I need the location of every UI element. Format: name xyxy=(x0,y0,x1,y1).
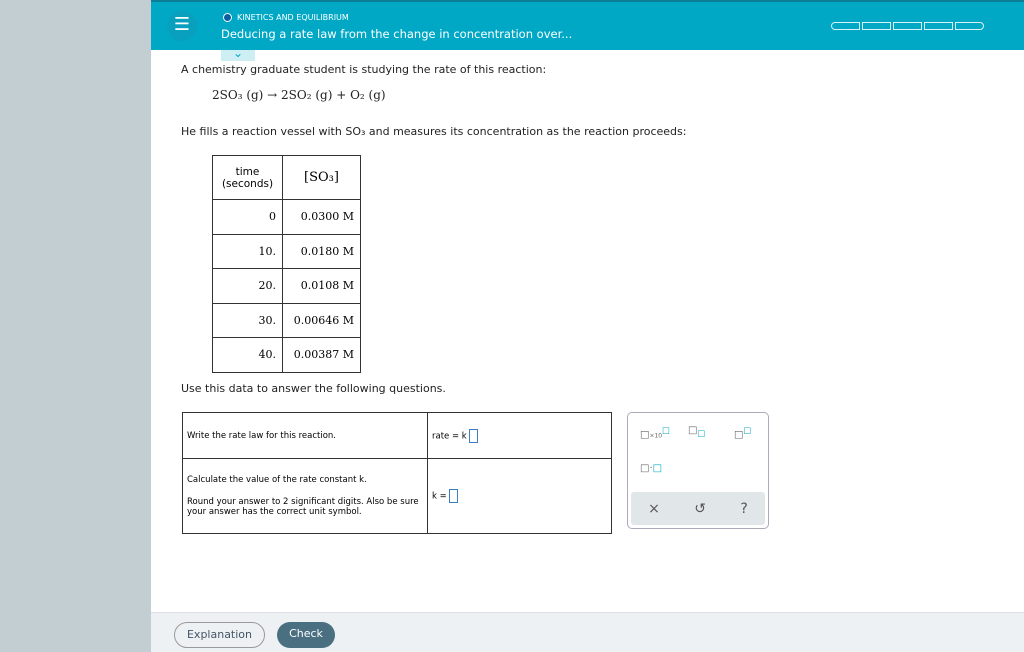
topic-label: KINETICS AND EQUILIBRIUM xyxy=(237,13,349,22)
header-concentration: [SO₃] xyxy=(283,156,361,200)
table-row xyxy=(213,338,361,373)
reaction-equation: 2SO₃ (g) → 2SO₂ (g) + O₂ (g) xyxy=(212,88,386,102)
time-cell: 30. xyxy=(213,303,283,338)
conc-cell: 0.0300 M xyxy=(283,200,361,235)
topic xyxy=(223,13,349,22)
time-cell: 0 xyxy=(213,200,283,235)
conc-cell: 0.00646 M xyxy=(283,303,361,338)
help-icon[interactable]: ? xyxy=(740,500,748,517)
questions-table xyxy=(182,412,612,534)
header xyxy=(151,0,1024,50)
table-row xyxy=(213,303,361,338)
question-1-prompt: Write the rate law for this reaction. xyxy=(183,413,428,459)
palette-actions xyxy=(631,492,765,525)
conc-cell: 0.0180 M xyxy=(283,234,361,269)
intro-text: A chemistry graduate student is studying the rate of this reaction: xyxy=(181,63,547,76)
progress-segment xyxy=(955,22,984,30)
rate-label: rate = k xyxy=(432,431,467,441)
scientific-notation-button[interactable]: □×10□ xyxy=(640,425,670,441)
time-cell: 10. xyxy=(213,234,283,269)
subscript-button[interactable]: $□_□$ xyxy=(688,425,706,438)
menu-button[interactable]: ☰ xyxy=(167,11,197,41)
question-2-note: Round your answer to 2 significant digits. Also be sure your answer has the correct unit symbol. xyxy=(187,497,419,517)
table-row xyxy=(213,200,361,235)
table-row xyxy=(213,234,361,269)
progress-segment xyxy=(831,22,860,30)
header-time: time (seconds) xyxy=(213,156,283,200)
time-cell: 20. xyxy=(213,269,283,304)
math-palette xyxy=(627,412,769,529)
question-2-prompt: Calculate the value of the rate constant k. xyxy=(187,475,367,485)
table-row xyxy=(213,269,361,304)
chevron-down-icon[interactable]: ⌄ xyxy=(221,50,255,61)
progress-segment xyxy=(893,22,922,30)
k-answer-input[interactable] xyxy=(449,489,458,503)
data-table xyxy=(212,155,361,373)
page-title: Deducing a rate law from the change in concentration over... xyxy=(221,27,573,41)
explanation-button[interactable]: Explanation xyxy=(174,622,265,648)
topic-dot-icon xyxy=(223,13,232,22)
conc-cell: 0.0108 M xyxy=(283,269,361,304)
progress-segment xyxy=(924,22,953,30)
conc-cell: 0.00387 M xyxy=(283,338,361,373)
check-button[interactable]: Check xyxy=(277,622,335,648)
measure-text: He fills a reaction vessel with SO₃ and measures its concentration as the reaction proceeds: xyxy=(181,125,687,138)
rate-answer-input[interactable] xyxy=(469,429,478,443)
multiply-dot-button[interactable]: □·□ xyxy=(640,463,663,474)
footer xyxy=(151,612,1024,652)
undo-icon[interactable]: ↺ xyxy=(694,500,706,517)
k-label: k = xyxy=(432,491,447,502)
progress-bar xyxy=(831,22,984,30)
superscript-button[interactable]: □□ xyxy=(734,425,752,441)
use-text: Use this data to answer the following questions. xyxy=(181,382,446,395)
time-cell: 40. xyxy=(213,338,283,373)
progress-segment xyxy=(862,22,891,30)
clear-icon[interactable]: × xyxy=(648,500,660,517)
